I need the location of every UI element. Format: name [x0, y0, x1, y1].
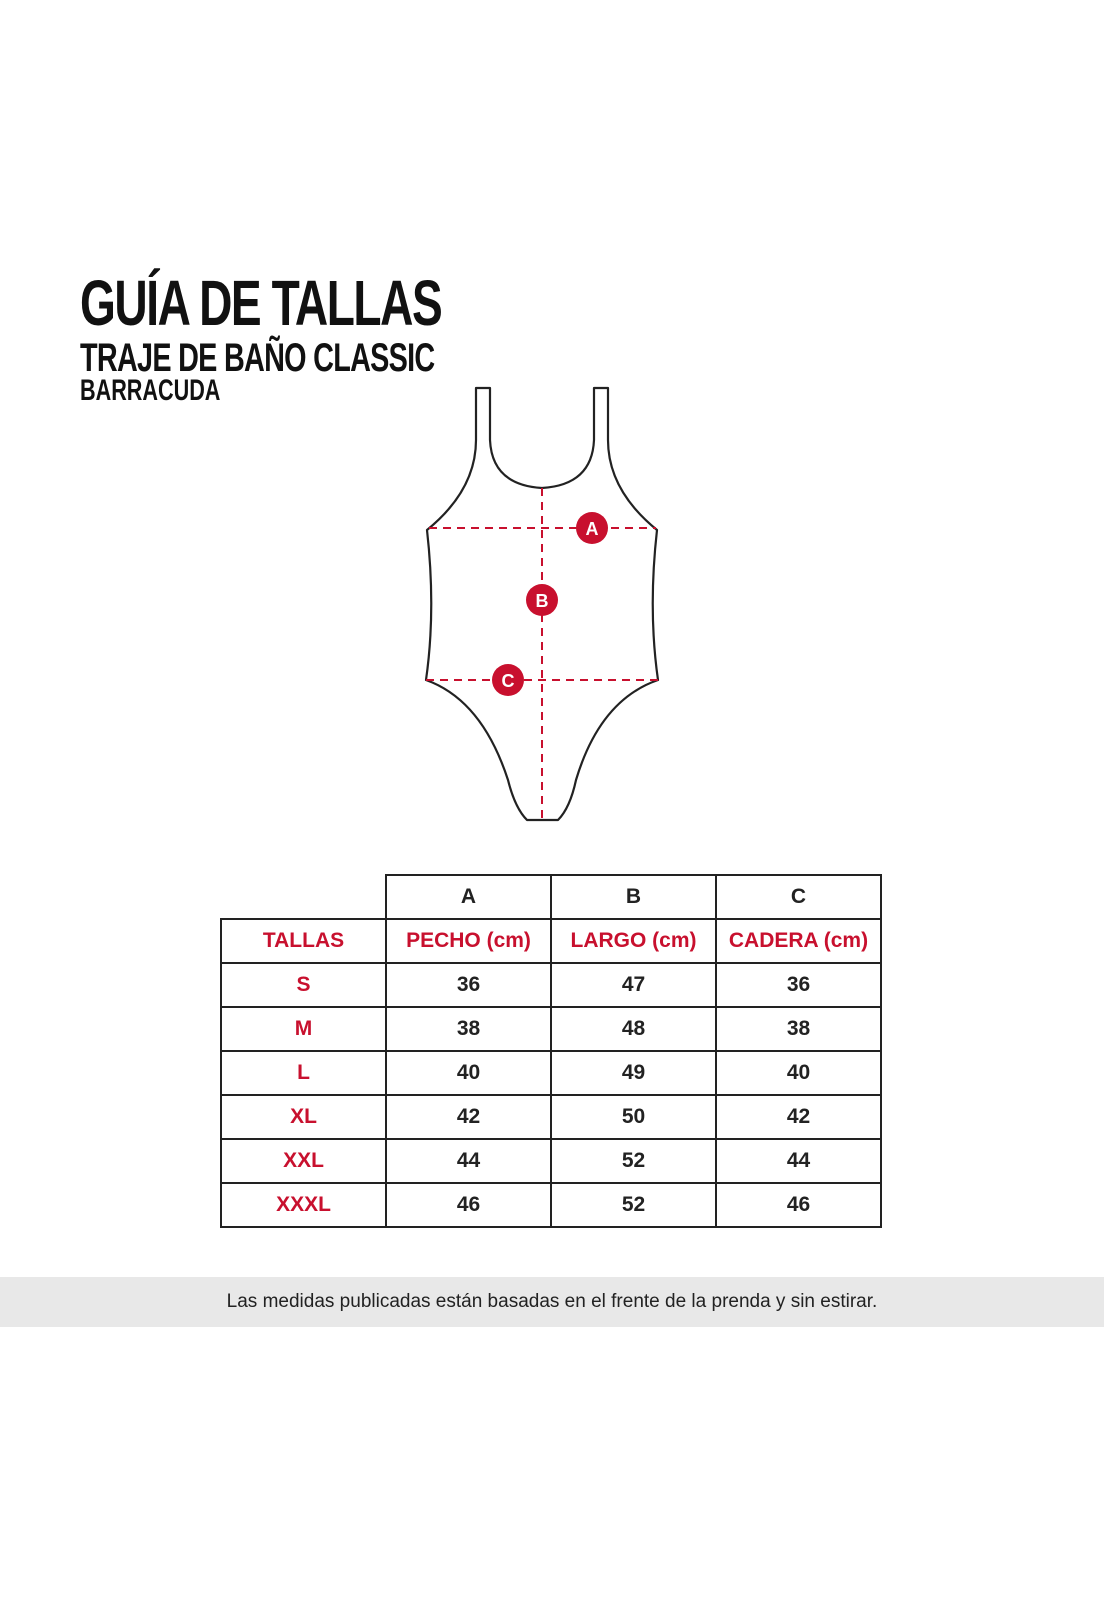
- footer-note: Las medidas publicadas están basadas en el frente de la prenda y sin estirar.: [226, 1291, 878, 1312]
- column-letter: B: [551, 875, 716, 919]
- column-header: TALLAS: [221, 919, 386, 963]
- marker-c: [492, 664, 524, 696]
- table-letter-row: [221, 875, 881, 919]
- svg-text:A: A: [585, 519, 599, 539]
- size-cell: XXXL: [221, 1183, 386, 1227]
- size-cell: L: [221, 1051, 386, 1095]
- value-cell: 36: [716, 963, 881, 1007]
- table-row: [221, 1139, 881, 1183]
- value-cell: 48: [551, 1007, 716, 1051]
- page-title: GUÍA DE TALLAS: [80, 267, 442, 339]
- value-cell: 52: [551, 1183, 716, 1227]
- table-row: [221, 1007, 881, 1051]
- value-cell: 42: [716, 1095, 881, 1139]
- value-cell: 36: [386, 963, 551, 1007]
- table-header-row: [221, 919, 881, 963]
- column-header: CADERA (cm): [716, 919, 881, 963]
- value-cell: 46: [716, 1183, 881, 1227]
- value-cell: 52: [551, 1139, 716, 1183]
- value-cell: 42: [386, 1095, 551, 1139]
- swimsuit-diagram: [420, 380, 680, 840]
- column-letter: C: [716, 875, 881, 919]
- size-cell: XXL: [221, 1139, 386, 1183]
- value-cell: 38: [716, 1007, 881, 1051]
- value-cell: 50: [551, 1095, 716, 1139]
- table-row: [221, 1183, 881, 1227]
- size-cell: M: [221, 1007, 386, 1051]
- product-subtitle: TRAJE DE BAÑO CLASSIC: [80, 336, 435, 380]
- value-cell: 46: [386, 1183, 551, 1227]
- column-header: PECHO (cm): [386, 919, 551, 963]
- value-cell: 44: [716, 1139, 881, 1183]
- svg-text:C: C: [501, 671, 515, 691]
- value-cell: 44: [386, 1139, 551, 1183]
- table-row: [221, 1095, 881, 1139]
- size-cell: S: [221, 963, 386, 1007]
- value-cell: 47: [551, 963, 716, 1007]
- value-cell: 40: [386, 1051, 551, 1095]
- table-row: [221, 1051, 881, 1095]
- table-row: [221, 963, 881, 1007]
- size-table: [220, 874, 882, 1228]
- table-corner: [221, 875, 386, 919]
- marker-a: [576, 512, 608, 544]
- value-cell: 49: [551, 1051, 716, 1095]
- svg-text:B: B: [535, 591, 549, 611]
- column-header: LARGO (cm): [551, 919, 716, 963]
- footer-note-bar: [0, 1277, 1104, 1327]
- brand-name: BARRACUDA: [80, 374, 221, 407]
- size-cell: XL: [221, 1095, 386, 1139]
- value-cell: 40: [716, 1051, 881, 1095]
- marker-b: [526, 584, 558, 616]
- column-letter: A: [386, 875, 551, 919]
- value-cell: 38: [386, 1007, 551, 1051]
